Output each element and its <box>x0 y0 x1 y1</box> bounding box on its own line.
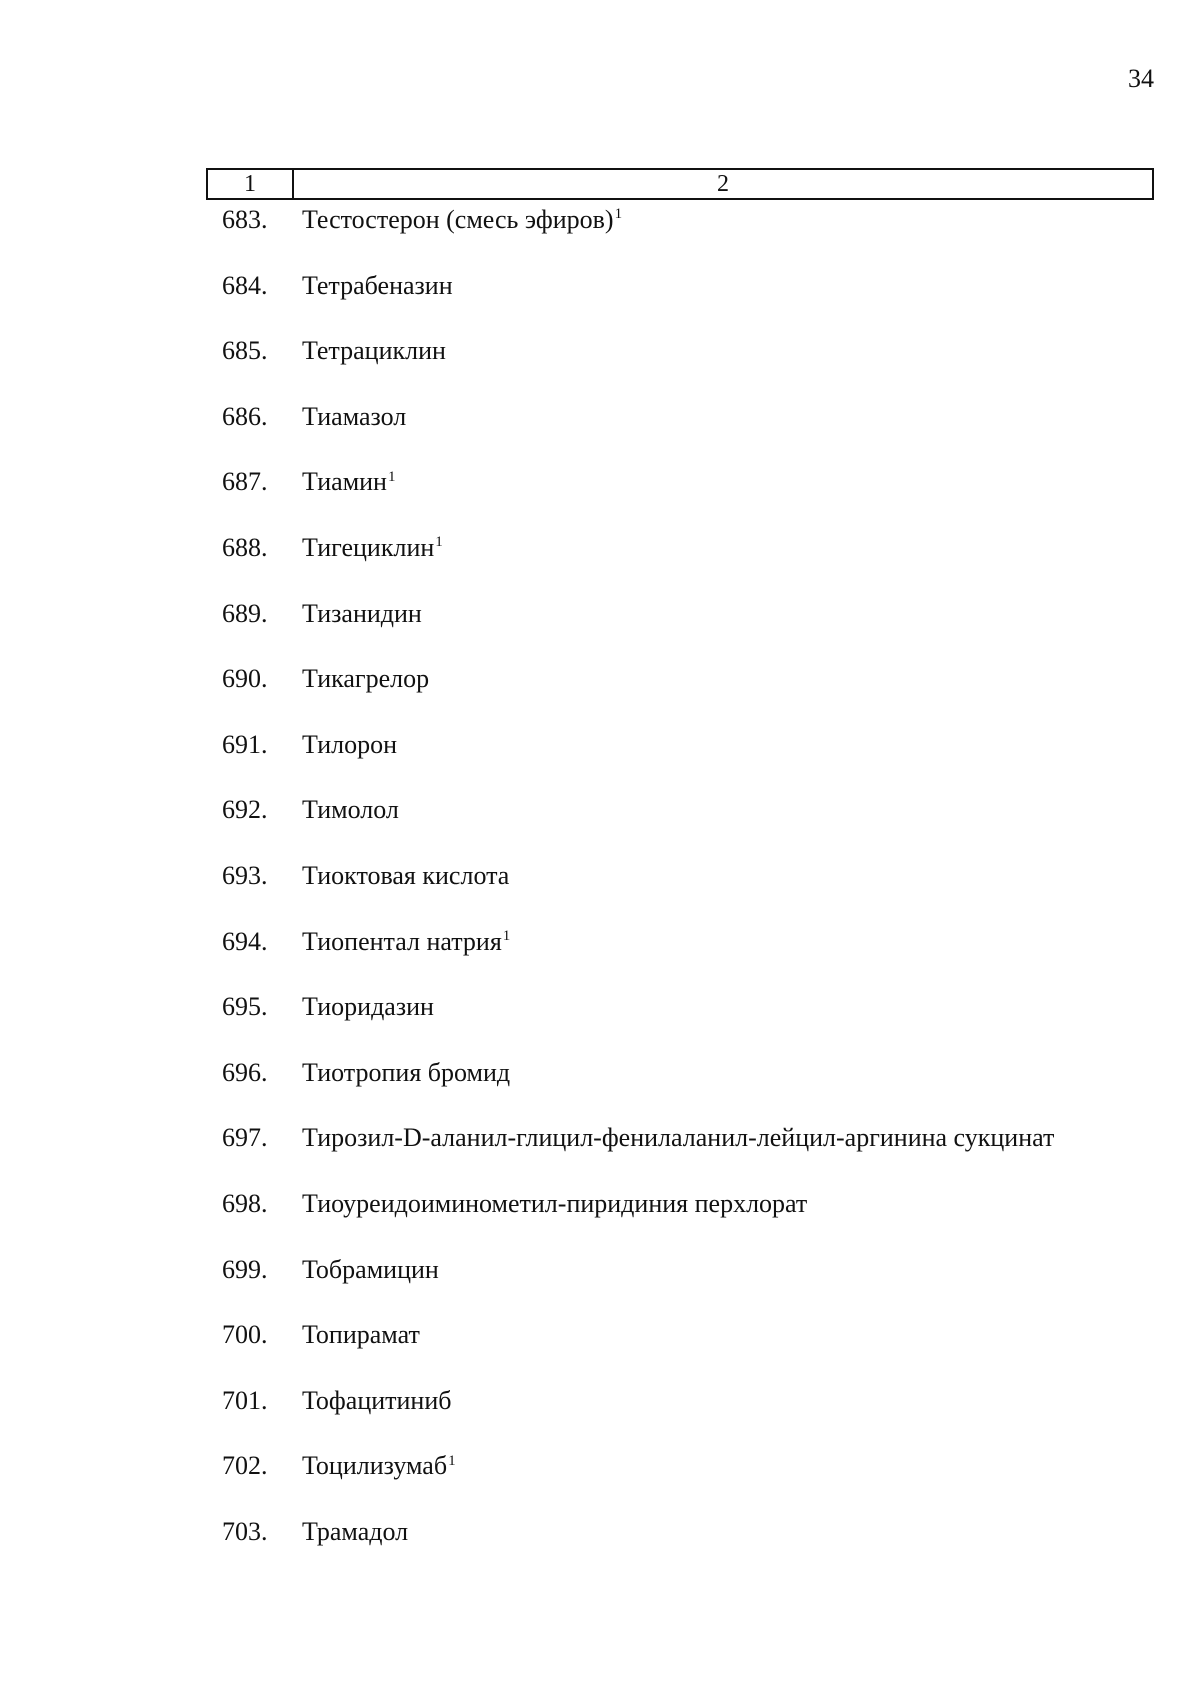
drug-name-text: Тирозил-D-аланил-глицил-фенилаланил-лейцил-аргинина сукцинат <box>302 1123 1055 1153</box>
row-number: 703. <box>222 1516 268 1546</box>
drug-name-text: Тикагрелор <box>302 664 430 694</box>
table-row <box>206 1250 1166 1316</box>
drug-name-text: Тизанидин <box>302 598 422 628</box>
row-number: 690. <box>222 664 268 694</box>
row-number: 691. <box>222 729 268 759</box>
row-number: 695. <box>222 992 268 1022</box>
drug-name-text: Тигециклин <box>302 532 435 562</box>
table-row <box>206 266 1166 332</box>
row-number: 693. <box>222 860 268 890</box>
drug-name <box>302 401 406 433</box>
drug-name-text: Тобрамицин <box>302 1254 439 1284</box>
table-row <box>206 200 1166 266</box>
table-row <box>206 725 1166 791</box>
row-number: 698. <box>222 1188 268 1218</box>
footnote-marker: 1 <box>448 1452 456 1469</box>
drug-name <box>302 1122 1054 1154</box>
header-column-1: 1 <box>208 170 294 198</box>
row-number: 688. <box>222 532 268 562</box>
drug-name-text: Тофацитиниб <box>302 1385 452 1415</box>
footnote-marker: 1 <box>435 534 443 551</box>
table-row <box>206 331 1166 397</box>
row-number: 694. <box>222 926 268 956</box>
table-row <box>206 790 1166 856</box>
table-row <box>206 987 1166 1053</box>
row-number: 692. <box>222 795 268 825</box>
drug-name-text: Тестостерон (смесь эфиров) <box>302 205 614 234</box>
drug-name-text: Тиоуреидоиминометил-пиридиния перхлорат <box>302 1188 808 1218</box>
row-number: 683. <box>222 205 268 234</box>
table-row <box>206 1446 1166 1512</box>
table-row <box>206 594 1166 660</box>
drug-list <box>206 200 1166 1577</box>
table-row <box>206 1118 1166 1184</box>
drug-name <box>302 1450 456 1482</box>
drug-name-text: Тиотропия бромид <box>302 1057 511 1087</box>
table-row <box>206 1512 1166 1578</box>
drug-name-text: Топирамат <box>302 1320 420 1350</box>
table-row <box>206 462 1166 528</box>
row-number: 697. <box>222 1123 268 1153</box>
drug-name <box>302 663 429 695</box>
drug-name <box>302 1254 439 1286</box>
drug-name-text: Тиопентал натрия <box>302 926 502 956</box>
drug-name <box>302 860 509 892</box>
drug-name-text: Тетрабеназин <box>302 270 453 300</box>
drug-name <box>302 532 443 564</box>
drug-name-text: Трамадол <box>302 1516 409 1546</box>
drug-name <box>302 204 622 236</box>
header-column-2: 2 <box>717 171 729 197</box>
drug-name <box>302 1057 510 1089</box>
table-row <box>206 528 1166 594</box>
drug-name <box>302 1188 807 1220</box>
footnote-marker: 1 <box>387 468 396 485</box>
drug-name-text: Тиамин <box>302 467 387 497</box>
table-row <box>206 856 1166 922</box>
row-number: 689. <box>222 598 268 628</box>
drug-name <box>302 729 397 761</box>
row-number: 686. <box>222 401 268 431</box>
table-row <box>206 659 1166 725</box>
row-number: 687. <box>222 467 268 497</box>
table-row <box>206 397 1166 463</box>
drug-name <box>302 466 395 498</box>
drug-name-text: Тиоридазин <box>302 992 434 1022</box>
drug-name <box>302 1385 451 1417</box>
drug-name-text: Тетрациклин <box>302 336 446 366</box>
drug-name-text: Тоцилизумаб <box>302 1451 448 1481</box>
row-number: 696. <box>222 1057 268 1087</box>
footnote-marker: 1 <box>502 927 511 944</box>
drug-name <box>302 335 446 367</box>
table-header <box>206 168 1154 200</box>
drug-name-text: Тилорон <box>302 729 398 759</box>
row-number: 685. <box>222 336 268 366</box>
table-row <box>206 1315 1166 1381</box>
drug-name <box>302 1319 420 1351</box>
drug-name <box>302 991 434 1023</box>
drug-name <box>302 794 399 826</box>
row-number: 699. <box>222 1254 268 1284</box>
table-row <box>206 1053 1166 1119</box>
drug-name <box>302 926 510 958</box>
drug-name <box>302 598 422 630</box>
page-number: 34 <box>1128 64 1154 93</box>
row-number: 702. <box>222 1451 268 1481</box>
drug-name-text: Тимолол <box>302 795 399 825</box>
row-number: 701. <box>222 1385 268 1415</box>
row-number: 684. <box>222 270 268 300</box>
drug-name-text: Тиоктовая кислота <box>302 860 510 890</box>
drug-name-text: Тиамазол <box>302 401 407 431</box>
table-row <box>206 1381 1166 1447</box>
drug-name <box>302 1516 408 1548</box>
table-row <box>206 922 1166 988</box>
footnote-marker: 1 <box>614 206 623 223</box>
table-row <box>206 1184 1166 1250</box>
drug-name <box>302 270 453 302</box>
row-number: 700. <box>222 1320 268 1350</box>
